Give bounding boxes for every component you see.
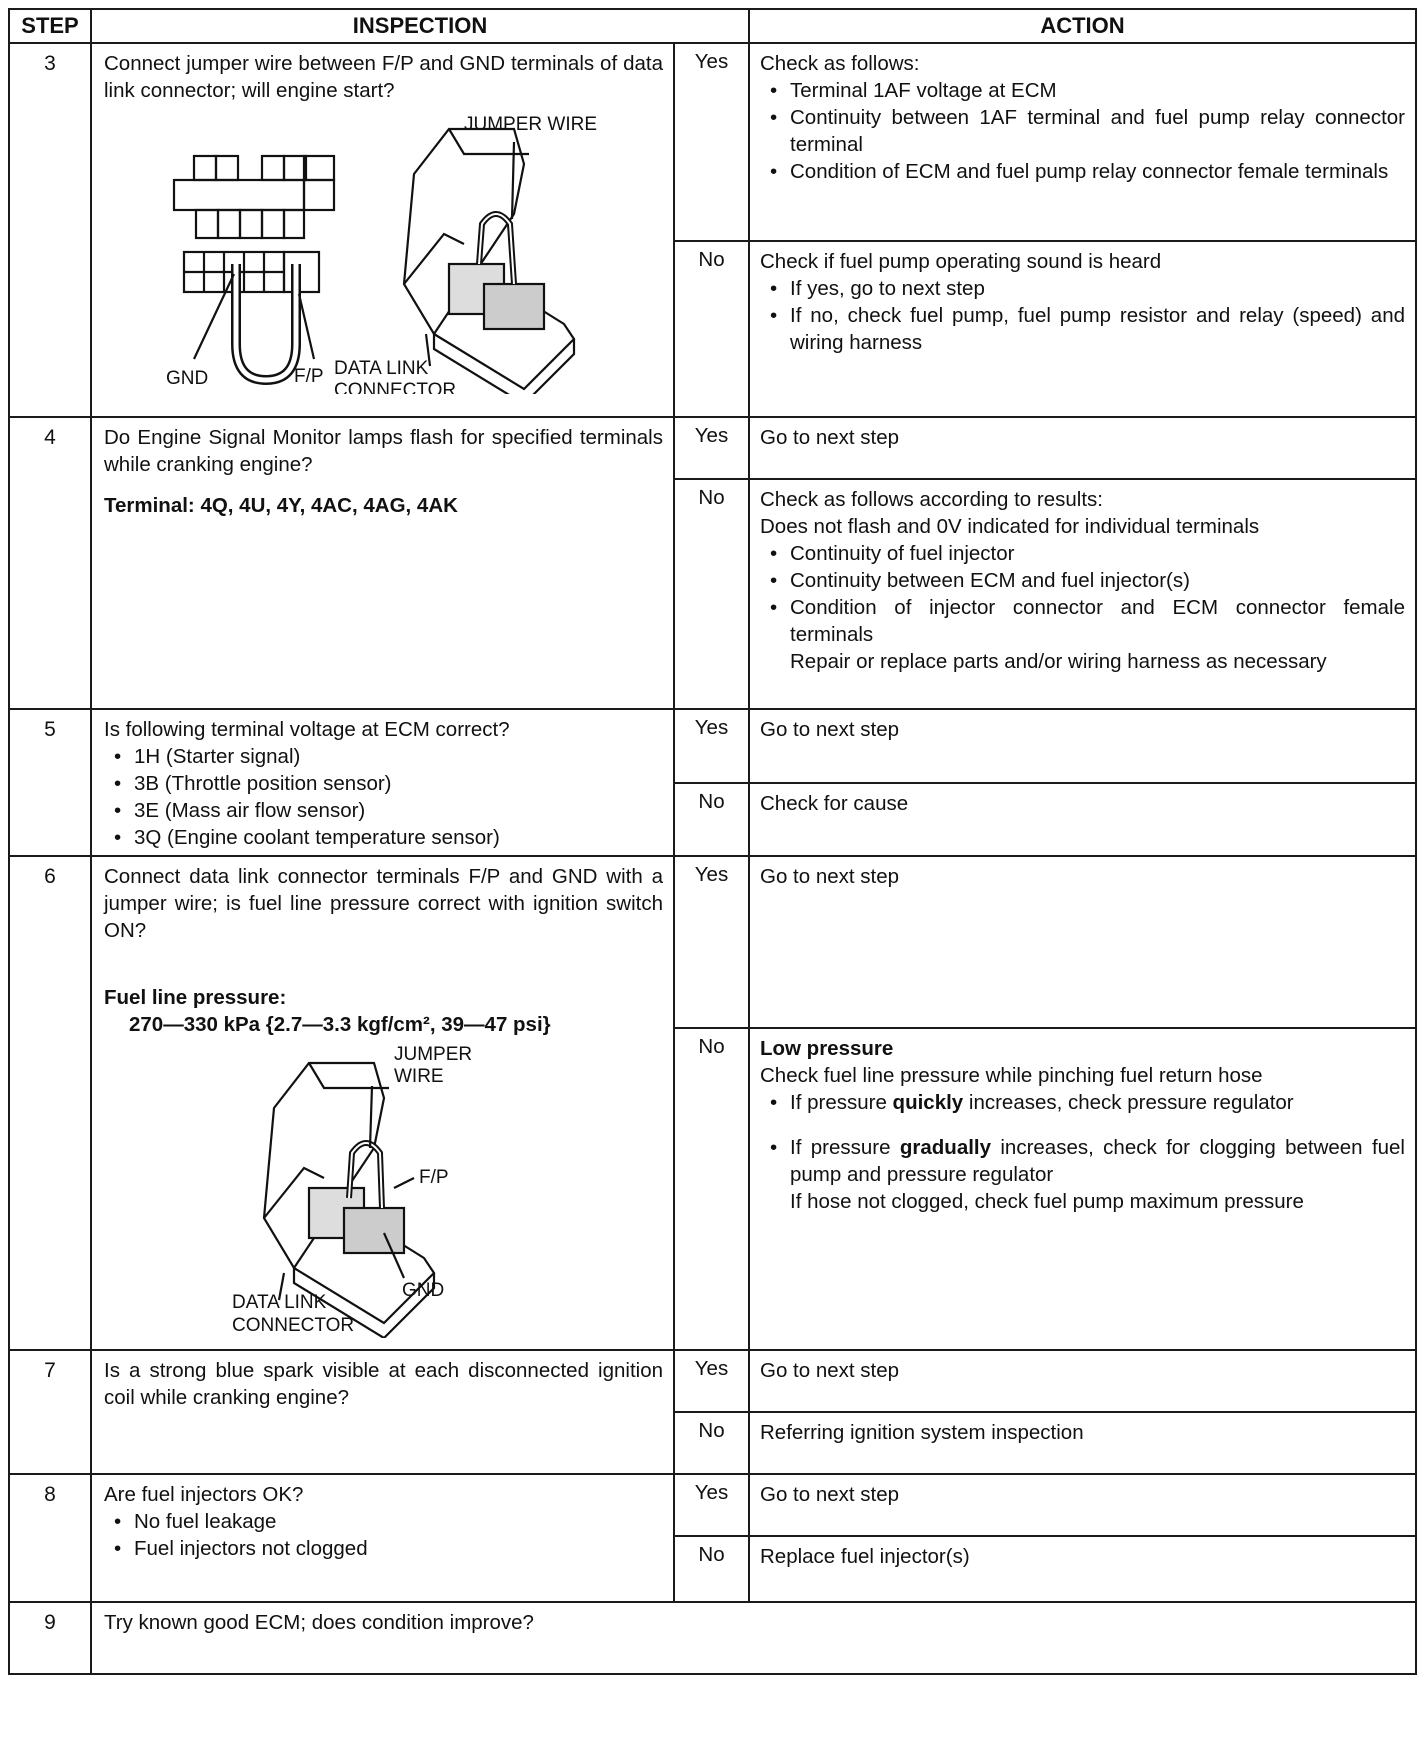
fp-label: F/P bbox=[419, 1167, 449, 1188]
dlc-label-line2: CONNECTOR bbox=[232, 1315, 355, 1336]
inspection-text: Are fuel injectors OK? bbox=[104, 1483, 304, 1506]
data-link-connector-figure bbox=[104, 1038, 664, 1338]
jumper-wire-connector-figure bbox=[104, 104, 664, 394]
action-line: Check fuel line pressure while pinching fuel return hose bbox=[760, 1064, 1263, 1088]
header-step: STEP bbox=[9, 9, 91, 43]
list-item: • If pressure quickly increases, check pressure regulator bbox=[790, 1089, 1405, 1116]
step-4-yes-action: Go to next step bbox=[749, 417, 1416, 479]
inspection-text: Do Engine Signal Monitor lamps flash for specified terminals while cranking engine? bbox=[104, 426, 663, 476]
data-link-connector-icon bbox=[404, 129, 574, 394]
no-label: No bbox=[674, 1412, 749, 1474]
no-label: No bbox=[674, 783, 749, 857]
step-number: 6 bbox=[9, 856, 91, 1350]
step-8-yes-action: Go to next step bbox=[749, 1474, 1416, 1536]
step-3-yes-action bbox=[749, 43, 1416, 241]
connector-face-icon bbox=[174, 156, 334, 380]
pressure-spec-value: 270—330 kPa {2.7—3.3 kgf/cm², 39—47 psi} bbox=[129, 1013, 551, 1036]
list-item: • 1H (Starter signal) bbox=[134, 743, 663, 770]
action-title: Check as follows: bbox=[760, 52, 920, 75]
action-title: Low pressure bbox=[760, 1037, 894, 1061]
gnd-label: GND bbox=[166, 368, 209, 389]
step-9-row bbox=[9, 1602, 1416, 1674]
yes-label: Yes bbox=[674, 43, 749, 241]
list-item: • 3Q (Engine coolant temperature sensor) bbox=[134, 824, 663, 851]
diagnostic-table-page bbox=[8, 8, 1415, 1675]
step-8-yes-row bbox=[9, 1474, 1416, 1536]
inspection-text: Connect data link connector terminals F/P and GND with a jumper wire; is fuel line pressure correct with ignition switch ON? bbox=[104, 865, 663, 942]
terminal-spec: Terminal: 4Q, 4U, 4Y, 4AC, 4AG, 4AK bbox=[104, 494, 458, 517]
list-item: • Continuity between ECM and fuel injector(s) bbox=[790, 567, 1405, 594]
fp-label: F/P bbox=[294, 366, 324, 387]
step-9-inspection: Try known good ECM; does condition improve? bbox=[91, 1602, 1416, 1674]
inspection-text: Is following terminal voltage at ECM correct? bbox=[104, 718, 510, 741]
step-7-inspection: Is a strong blue spark visible at each disconnected ignition coil while cranking engine? bbox=[91, 1350, 674, 1474]
list-item: • If no, check fuel pump, fuel pump resistor and relay (speed) and wiring harness bbox=[790, 302, 1405, 356]
list-item: • Condition of injector connector and ECM connector female terminals bbox=[790, 594, 1405, 648]
jumper-label-line1: JUMPER bbox=[394, 1044, 473, 1065]
header-inspection: INSPECTION bbox=[91, 9, 749, 43]
list-item: • If yes, go to next step bbox=[790, 275, 1405, 302]
dlc-label-line1: DATA LINK bbox=[334, 358, 429, 379]
step-5-inspection bbox=[91, 709, 674, 856]
check-list bbox=[104, 1508, 663, 1562]
step-number: 5 bbox=[9, 709, 91, 856]
step-3-inspection bbox=[91, 43, 674, 417]
list-item: • 3B (Throttle position sensor) bbox=[134, 770, 663, 797]
step-3-yes-row bbox=[9, 43, 1416, 241]
action-tail: Repair or replace parts and/or wiring harness as necessary bbox=[790, 650, 1327, 673]
action-line: Does not flash and 0V indicated for individual terminals bbox=[760, 515, 1260, 538]
no-label: No bbox=[674, 241, 749, 417]
step-4-no-action bbox=[749, 479, 1416, 709]
step-6-no-action bbox=[749, 1028, 1416, 1350]
action-list bbox=[760, 540, 1405, 648]
list-item: • If pressure gradually increases, check for clogging between fuel pump and pressure regulator bbox=[790, 1134, 1405, 1188]
inspection-text: Connect jumper wire between F/P and GND terminals of data link connector; will engine start? bbox=[104, 52, 663, 102]
yes-label: Yes bbox=[674, 709, 749, 783]
list-item: • Continuity between 1AF terminal and fuel pump relay connector terminal bbox=[790, 104, 1405, 158]
step-number: 3 bbox=[9, 43, 91, 417]
step-8-inspection bbox=[91, 1474, 674, 1602]
yes-label: Yes bbox=[674, 1350, 749, 1412]
step-6-yes-action: Go to next step bbox=[749, 856, 1416, 1028]
pressure-spec-title: Fuel line pressure: bbox=[104, 986, 287, 1009]
no-label: No bbox=[674, 1536, 749, 1602]
action-list bbox=[760, 275, 1405, 356]
dlc-label-line2: CONNECTOR bbox=[334, 380, 457, 394]
list-item: • Condition of ECM and fuel pump relay connector female terminals bbox=[790, 158, 1405, 185]
action-list bbox=[760, 1089, 1405, 1188]
step-7-no-action: Referring ignition system inspection bbox=[749, 1412, 1416, 1474]
step-3-no-action bbox=[749, 241, 1416, 417]
step-6-inspection bbox=[91, 856, 674, 1350]
step-number: 7 bbox=[9, 1350, 91, 1474]
action-line: Check as follows according to results: bbox=[760, 488, 1103, 511]
step-number: 8 bbox=[9, 1474, 91, 1602]
list-item: • Fuel injectors not clogged bbox=[134, 1535, 663, 1562]
dlc-label-line1: DATA LINK bbox=[232, 1292, 327, 1313]
step-7-yes-action: Go to next step bbox=[749, 1350, 1416, 1412]
step-7-yes-row bbox=[9, 1350, 1416, 1412]
jumper-label-line2: WIRE bbox=[394, 1066, 444, 1087]
step-number: 4 bbox=[9, 417, 91, 709]
action-tail: If hose not clogged, check fuel pump maximum pressure bbox=[790, 1190, 1304, 1214]
step-6-yes-row bbox=[9, 856, 1416, 1028]
action-title: Check if fuel pump operating sound is heard bbox=[760, 250, 1162, 273]
gnd-label: GND bbox=[402, 1280, 445, 1301]
step-number: 9 bbox=[9, 1602, 91, 1674]
yes-label: Yes bbox=[674, 856, 749, 1028]
step-4-inspection bbox=[91, 417, 674, 709]
no-label: No bbox=[674, 479, 749, 709]
list-item: • Continuity of fuel injector bbox=[790, 540, 1405, 567]
list-item: • Terminal 1AF voltage at ECM bbox=[790, 77, 1405, 104]
header-action: ACTION bbox=[749, 9, 1416, 43]
step-5-yes-action: Go to next step bbox=[749, 709, 1416, 783]
yes-label: Yes bbox=[674, 417, 749, 479]
terminal-list bbox=[104, 743, 663, 851]
step-5-no-action: Check for cause bbox=[749, 783, 1416, 857]
action-list bbox=[760, 77, 1405, 185]
jumper-wire-label: JUMPER WIRE bbox=[464, 114, 597, 135]
no-label: No bbox=[674, 1028, 749, 1350]
header-row bbox=[9, 9, 1416, 43]
step-4-yes-row bbox=[9, 417, 1416, 479]
yes-label: Yes bbox=[674, 1474, 749, 1536]
list-item: • No fuel leakage bbox=[134, 1508, 663, 1535]
step-8-no-action: Replace fuel injector(s) bbox=[749, 1536, 1416, 1602]
diagnostic-table bbox=[8, 8, 1417, 1675]
list-item: • 3E (Mass air flow sensor) bbox=[134, 797, 663, 824]
step-5-yes-row bbox=[9, 709, 1416, 783]
